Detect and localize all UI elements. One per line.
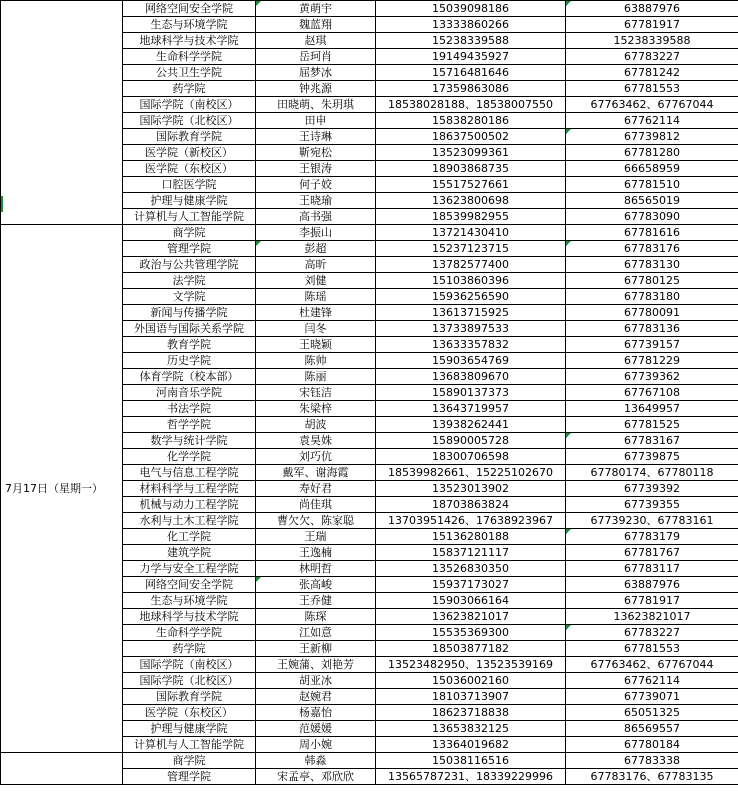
cell-office[interactable]: 67739812: [566, 129, 738, 145]
cell-office[interactable]: 67739071: [566, 689, 738, 705]
cell-office[interactable]: 67767108: [566, 385, 738, 401]
cell-person[interactable]: 王逸楠: [256, 545, 376, 561]
cell-college[interactable]: 计算机与人工智能学院: [123, 737, 256, 753]
cell-college[interactable]: 文学院: [123, 289, 256, 305]
cell-person[interactable]: 王晓颖: [256, 337, 376, 353]
cell-mobile[interactable]: 15535369300: [376, 625, 566, 641]
cell-mobile[interactable]: 13364019682: [376, 737, 566, 753]
cell-mobile[interactable]: 13523013902: [376, 481, 566, 497]
cell-mobile[interactable]: 15937173027: [376, 577, 566, 593]
comment-marker-icon: [566, 529, 571, 534]
cell-office[interactable]: 67780174、67780118: [566, 465, 738, 481]
comment-marker-icon: [566, 433, 571, 438]
cell-office[interactable]: 67783136: [566, 321, 738, 337]
cell-office[interactable]: 65051325: [566, 705, 738, 721]
comment-marker-icon: [256, 241, 261, 246]
cell-person[interactable]: 王瑞: [256, 529, 376, 545]
cell-college[interactable]: 网络空间安全学院: [123, 1, 256, 17]
cell-mobile[interactable]: 13703951426、17638923967: [376, 513, 566, 529]
cell-college[interactable]: 生命科学学院: [123, 49, 256, 65]
cell-mobile[interactable]: 15837121117: [376, 545, 566, 561]
cell-mobile[interactable]: 13633357832: [376, 337, 566, 353]
cell-college[interactable]: 外国语与国际关系学院: [123, 321, 256, 337]
table-row: [1, 753, 738, 769]
cell-college[interactable]: 管理学院: [123, 769, 256, 785]
cell-mobile[interactable]: 18103713907: [376, 689, 566, 705]
cell-college[interactable]: 法学院: [123, 273, 256, 289]
cell-mobile[interactable]: 17359863086: [376, 81, 566, 97]
cell-mobile[interactable]: 13782577400: [376, 257, 566, 273]
cell-college[interactable]: 电气与信息工程学院: [123, 465, 256, 481]
cell-person[interactable]: 胡亚冰: [256, 673, 376, 689]
cell-mobile[interactable]: 13523099361: [376, 145, 566, 161]
cell-office[interactable]: 67783167: [566, 433, 738, 449]
cell-office[interactable]: 13623821017: [566, 609, 738, 625]
cell-office[interactable]: 67783338: [566, 753, 738, 769]
cell-mobile[interactable]: 18539982955: [376, 209, 566, 225]
cell-college[interactable]: 计算机与人工智能学院: [123, 209, 256, 225]
cell-office[interactable]: 67739230、67783161: [566, 513, 738, 529]
cell-person[interactable]: 田申: [256, 113, 376, 129]
cell-college[interactable]: 口腔医学院: [123, 177, 256, 193]
cell-college[interactable]: 网络空间安全学院: [123, 577, 256, 593]
cell-office[interactable]: 15238339588: [566, 33, 738, 49]
cell-person[interactable]: 王银涛: [256, 161, 376, 177]
cell-office[interactable]: 66658959: [566, 161, 738, 177]
cell-college[interactable]: 国际学院（南校区）: [123, 657, 256, 673]
cell-person[interactable]: 高昕: [256, 257, 376, 273]
cell-college[interactable]: 国际学院（北校区）: [123, 113, 256, 129]
cell-college[interactable]: 政治与公共管理学院: [123, 257, 256, 273]
cell-office[interactable]: 67781616: [566, 225, 738, 241]
cell-college[interactable]: 药学院: [123, 81, 256, 97]
cell-college[interactable]: 数学与统计学院: [123, 433, 256, 449]
cell-office[interactable]: 67781553: [566, 81, 738, 97]
cell-college[interactable]: 医学院（新校区）: [123, 145, 256, 161]
cell-mobile[interactable]: 15237123715: [376, 241, 566, 257]
cell-office[interactable]: 67739875: [566, 449, 738, 465]
cell-person[interactable]: 陈瑶: [256, 289, 376, 305]
cell-office[interactable]: 86569557: [566, 721, 738, 737]
cell-mobile[interactable]: 18538028188、18538007550: [376, 97, 566, 113]
cell-mobile[interactable]: 13623800698: [376, 193, 566, 209]
cell-college[interactable]: 医学院（东校区）: [123, 161, 256, 177]
cell-person[interactable]: 刘巧伉: [256, 449, 376, 465]
cell-office[interactable]: 63887976: [566, 1, 738, 17]
cell-office[interactable]: 67783176: [566, 241, 738, 257]
cell-office[interactable]: 67781525: [566, 417, 738, 433]
cell-person[interactable]: 江如意: [256, 625, 376, 641]
cell-mobile[interactable]: 15039098186: [376, 1, 566, 17]
cell-person[interactable]: 钟兆源: [256, 81, 376, 97]
cell-office[interactable]: 67783180: [566, 289, 738, 305]
cell-person[interactable]: 胡波: [256, 417, 376, 433]
cell-mobile[interactable]: 18623718838: [376, 705, 566, 721]
cell-mobile[interactable]: 18703863824: [376, 497, 566, 513]
cell-mobile[interactable]: 18903868735: [376, 161, 566, 177]
comment-marker-icon: [256, 577, 261, 582]
table-row: [1, 1, 738, 17]
cell-office[interactable]: 67783130: [566, 257, 738, 273]
cell-college[interactable]: 商学院: [123, 753, 256, 769]
cell-mobile[interactable]: 13333860266: [376, 17, 566, 33]
table-row: [1, 225, 738, 241]
cell-person[interactable]: 赵婉君: [256, 689, 376, 705]
cell-person[interactable]: 王新柳: [256, 641, 376, 657]
cell-college[interactable]: 商学院: [123, 225, 256, 241]
cell-office[interactable]: 67783176、67783135: [566, 769, 738, 785]
cell-college[interactable]: 化工学院: [123, 529, 256, 545]
cell-person[interactable]: 杨嘉怡: [256, 705, 376, 721]
cell-college[interactable]: 国际教育学院: [123, 689, 256, 705]
cell-mobile[interactable]: 13523482950、13523539169: [376, 657, 566, 673]
cell-college[interactable]: 体育学院（校本部）: [123, 369, 256, 385]
cell-person[interactable]: 寿好君: [256, 481, 376, 497]
cell-person[interactable]: 何子姣: [256, 177, 376, 193]
cell-college[interactable]: 新闻与传播学院: [123, 305, 256, 321]
cell-college[interactable]: 建筑学院: [123, 545, 256, 561]
cell-person[interactable]: 戴军、谢海霞: [256, 465, 376, 481]
date-cell-empty[interactable]: [1, 753, 123, 785]
cell-mobile[interactable]: 15103860396: [376, 273, 566, 289]
cell-college[interactable]: 生态与环境学院: [123, 17, 256, 33]
cell-mobile[interactable]: 15903066164: [376, 593, 566, 609]
cell-office[interactable]: 63887976: [566, 577, 738, 593]
comment-marker-icon: [566, 241, 571, 246]
cell-person[interactable]: 王晓瑜: [256, 193, 376, 209]
cell-mobile[interactable]: 18503877182: [376, 641, 566, 657]
cell-office[interactable]: 67739392: [566, 481, 738, 497]
cell-office[interactable]: 67783090: [566, 209, 738, 225]
cell-person[interactable]: 李振山: [256, 225, 376, 241]
cell-college[interactable]: 生态与环境学院: [123, 593, 256, 609]
cell-mobile[interactable]: 15716481646: [376, 65, 566, 81]
cell-person[interactable]: 魏蓝翔: [256, 17, 376, 33]
cell-person[interactable]: 靳宛松: [256, 145, 376, 161]
comment-marker-icon: [566, 1, 571, 6]
cell-mobile[interactable]: 15036002160: [376, 673, 566, 689]
cell-office[interactable]: 67781917: [566, 593, 738, 609]
cell-college[interactable]: 材料科学与工程学院: [123, 481, 256, 497]
cell-office[interactable]: 67781280: [566, 145, 738, 161]
cell-mobile[interactable]: 15936256590: [376, 289, 566, 305]
cell-office[interactable]: 67783179: [566, 529, 738, 545]
cell-person[interactable]: 陈琛: [256, 609, 376, 625]
cell-college[interactable]: 护理与健康学院: [123, 721, 256, 737]
cell-person[interactable]: 韩淼: [256, 753, 376, 769]
cell-college[interactable]: 力学与安全工程学院: [123, 561, 256, 577]
cell-office[interactable]: 67781242: [566, 65, 738, 81]
cell-person[interactable]: 曹欠欠、陈家聪: [256, 513, 376, 529]
cell-office[interactable]: 67739355: [566, 497, 738, 513]
cell-mobile[interactable]: 15517527661: [376, 177, 566, 193]
cell-office[interactable]: 67763462、67767044: [566, 97, 738, 113]
cell-mobile[interactable]: 15890137373: [376, 385, 566, 401]
cell-mobile[interactable]: 13683809670: [376, 369, 566, 385]
cell-mobile[interactable]: 13526830350: [376, 561, 566, 577]
cell-college[interactable]: 河南音乐学院: [123, 385, 256, 401]
cell-office[interactable]: 67739157: [566, 337, 738, 353]
cell-person[interactable]: 周小婉: [256, 737, 376, 753]
cell-office[interactable]: 67739362: [566, 369, 738, 385]
cell-mobile[interactable]: 13613715925: [376, 305, 566, 321]
cell-office[interactable]: 67762114: [566, 113, 738, 129]
cell-college[interactable]: 管理学院: [123, 241, 256, 257]
cell-mobile[interactable]: 18300706598: [376, 449, 566, 465]
cell-mobile[interactable]: 13623821017: [376, 609, 566, 625]
cell-mobile[interactable]: 19149435927: [376, 49, 566, 65]
cell-person[interactable]: 彭超: [256, 241, 376, 257]
cell-office[interactable]: 86565019: [566, 193, 738, 209]
cell-person[interactable]: 范媛媛: [256, 721, 376, 737]
cell-mobile[interactable]: 15136280188: [376, 529, 566, 545]
cell-mobile[interactable]: 18539982661、15225102670: [376, 465, 566, 481]
cell-office[interactable]: 67783227: [566, 625, 738, 641]
cell-person[interactable]: 高书强: [256, 209, 376, 225]
cell-person[interactable]: 田晓萌、朱玥琪: [256, 97, 376, 113]
cell-college[interactable]: 化学学院: [123, 449, 256, 465]
cell-college[interactable]: 历史学院: [123, 353, 256, 369]
cell-office[interactable]: 67781510: [566, 177, 738, 193]
cell-mobile[interactable]: 13721430410: [376, 225, 566, 241]
cell-person[interactable]: 陈丽: [256, 369, 376, 385]
cell-college[interactable]: 国际学院（南校区）: [123, 97, 256, 113]
cell-college[interactable]: 哲学学院: [123, 417, 256, 433]
cell-person[interactable]: 王婉蒲、刘艳芳: [256, 657, 376, 673]
cell-person[interactable]: 宋钰洁: [256, 385, 376, 401]
cell-college[interactable]: 护理与健康学院: [123, 193, 256, 209]
cell-person[interactable]: 袁昊姝: [256, 433, 376, 449]
cell-person[interactable]: 王乔健: [256, 593, 376, 609]
cell-person[interactable]: 张高峻: [256, 577, 376, 593]
cell-office[interactable]: 67780184: [566, 737, 738, 753]
cell-college[interactable]: 机械与动力工程学院: [123, 497, 256, 513]
cell-mobile[interactable]: 13733897533: [376, 321, 566, 337]
cell-office[interactable]: 67781917: [566, 17, 738, 33]
cell-mobile[interactable]: 15903654769: [376, 353, 566, 369]
cell-office[interactable]: 67781553: [566, 641, 738, 657]
cell-person[interactable]: 林明哲: [256, 561, 376, 577]
cell-mobile[interactable]: 13565787231、18339229996: [376, 769, 566, 785]
cell-person[interactable]: 赵琪: [256, 33, 376, 49]
cell-office[interactable]: 67763462、67767044: [566, 657, 738, 673]
comment-marker-icon: [566, 625, 571, 630]
comment-marker-icon: [566, 129, 571, 134]
comment-marker-icon: [256, 1, 261, 6]
cell-college[interactable]: 国际学院（北校区）: [123, 673, 256, 689]
cell-mobile[interactable]: 15890005728: [376, 433, 566, 449]
cell-person[interactable]: 闫冬: [256, 321, 376, 337]
cell-person[interactable]: 王诗琳: [256, 129, 376, 145]
date-cell-empty[interactable]: [1, 1, 123, 225]
date-cell[interactable]: 7月17日（星期一）: [1, 225, 123, 753]
cell-person[interactable]: 杜建锋: [256, 305, 376, 321]
cell-person[interactable]: 刘健: [256, 273, 376, 289]
cell-mobile[interactable]: 13653832125: [376, 721, 566, 737]
cell-person[interactable]: 陈帅: [256, 353, 376, 369]
cell-mobile[interactable]: 13938262441: [376, 417, 566, 433]
cell-mobile[interactable]: 15838280186: [376, 113, 566, 129]
cell-mobile[interactable]: 13643719957: [376, 401, 566, 417]
cell-college[interactable]: 药学院: [123, 641, 256, 657]
cell-college[interactable]: 生命科学学院: [123, 625, 256, 641]
cell-college[interactable]: 医学院（东校区）: [123, 705, 256, 721]
cell-college[interactable]: 地球科学与技术学院: [123, 609, 256, 625]
cell-office[interactable]: 67783227: [566, 49, 738, 65]
cell-college[interactable]: 地球科学与技术学院: [123, 33, 256, 49]
cell-office[interactable]: 67781229: [566, 353, 738, 369]
cell-person[interactable]: 屈梦冰: [256, 65, 376, 81]
cell-college[interactable]: 公共卫生学院: [123, 65, 256, 81]
cell-person[interactable]: 岳珂肖: [256, 49, 376, 65]
cell-college[interactable]: 书法学院: [123, 401, 256, 417]
cell-college[interactable]: 教育学院: [123, 337, 256, 353]
cell-office[interactable]: 67780091: [566, 305, 738, 321]
cell-office[interactable]: 67780125: [566, 273, 738, 289]
cell-person[interactable]: 朱梁梓: [256, 401, 376, 417]
cell-office[interactable]: 67762114: [566, 673, 738, 689]
cell-mobile[interactable]: 15238339588: [376, 33, 566, 49]
cell-mobile[interactable]: 15038116516: [376, 753, 566, 769]
cell-office[interactable]: 67783117: [566, 561, 738, 577]
cell-mobile[interactable]: 18637500502: [376, 129, 566, 145]
cell-person[interactable]: 尚佳琪: [256, 497, 376, 513]
cell-college[interactable]: 国际教育学院: [123, 129, 256, 145]
cell-person[interactable]: 黄萌宇: [256, 1, 376, 17]
cell-person[interactable]: 宋孟亭、邓欣欣: [256, 769, 376, 785]
cell-office[interactable]: 67781767: [566, 545, 738, 561]
cell-office[interactable]: 13649957: [566, 401, 738, 417]
cell-college[interactable]: 水利与土木工程学院: [123, 513, 256, 529]
